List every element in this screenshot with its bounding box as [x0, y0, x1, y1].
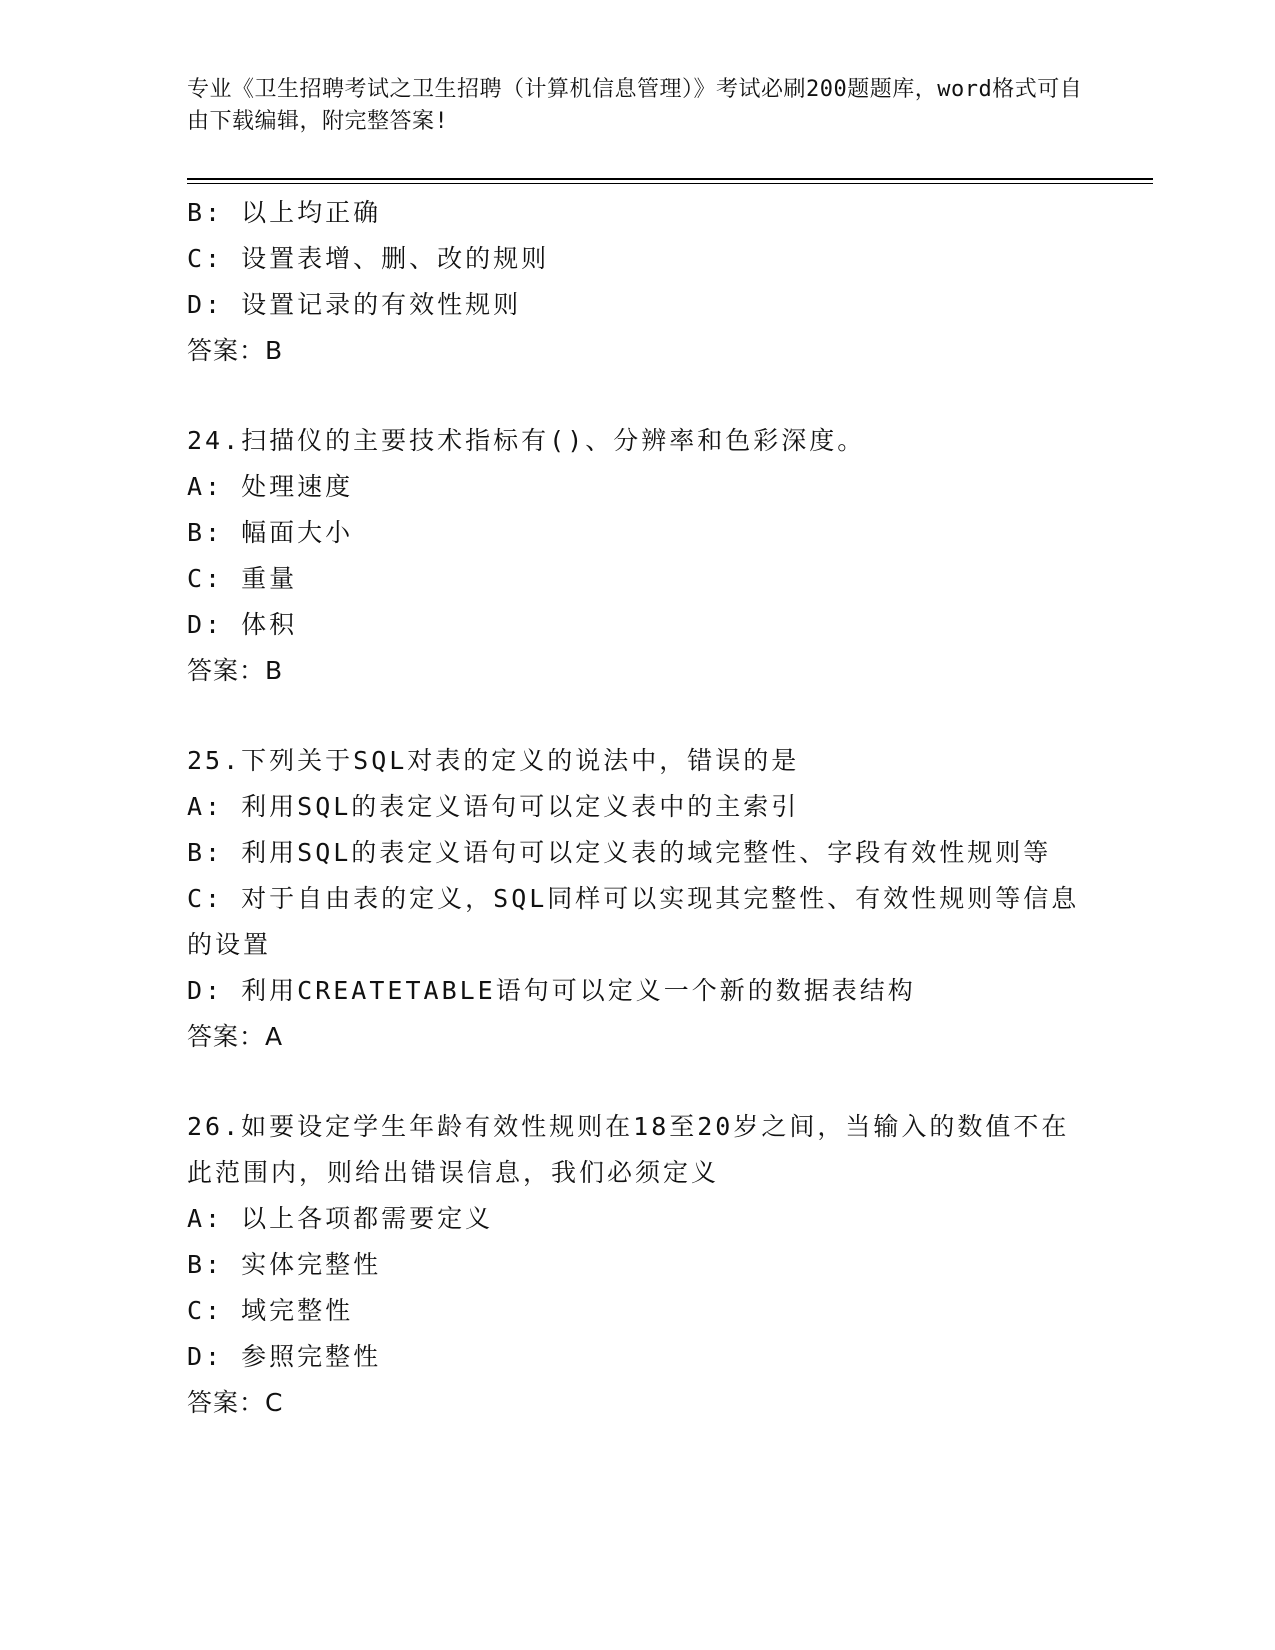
document-header: 专业《卫生招聘考试之卫生招聘（计算机信息管理）》考试必刷200题题库，word格式可自由下载编辑，附完整答案! — [187, 77, 1083, 134]
option-d: D: 利用CREATETABLE语句可以定义一个新的数据表结构 — [187, 976, 916, 1005]
option-d: D: 体积 — [187, 610, 298, 639]
question-26-block — [187, 1104, 1087, 1426]
header-rule-thick — [187, 178, 1153, 180]
answer-line: 答案：B — [187, 656, 284, 685]
option-c: C: 对于自由表的定义，SQL同样可以实现其完整性、有效性规则等信息的设置 — [187, 884, 1080, 959]
question-text: 26.如要设定学生年龄有效性规则在18至20岁之间，当输入的数值不在此范围内，则给出错误信息，我们必须定义 — [187, 1112, 1070, 1187]
option-c: C: 设置表增、删、改的规则 — [187, 244, 550, 273]
header-rule-thin — [187, 183, 1153, 184]
option-c: C: 域完整性 — [187, 1296, 354, 1325]
option-a: A: 处理速度 — [187, 472, 354, 501]
question-text: 25.下列关于SQL对表的定义的说法中，错误的是 — [187, 746, 800, 775]
option-a: A: 以上各项都需要定义 — [187, 1204, 494, 1233]
option-c: C: 重量 — [187, 564, 298, 593]
option-b: B: 幅面大小 — [187, 518, 354, 547]
answer-line: 答案：B — [187, 336, 284, 365]
option-a: A: 利用SQL的表定义语句可以定义表中的主索引 — [187, 792, 800, 821]
previous-question-block — [187, 190, 1087, 374]
answer-line: 答案：C — [187, 1388, 284, 1417]
question-text: 24.扫描仪的主要技术指标有()、分辨率和色彩深度。 — [187, 426, 866, 455]
question-25-block — [187, 738, 1087, 1060]
answer-line: 答案：A — [187, 1022, 284, 1051]
question-list — [187, 190, 1087, 1426]
option-d: D: 设置记录的有效性规则 — [187, 290, 522, 319]
option-d: D: 参照完整性 — [187, 1342, 382, 1371]
option-b: B: 以上均正确 — [187, 198, 382, 227]
option-b: B: 实体完整性 — [187, 1250, 382, 1279]
question-24-block — [187, 418, 1087, 694]
option-b: B: 利用SQL的表定义语句可以定义表的域完整性、字段有效性规则等 — [187, 838, 1052, 867]
